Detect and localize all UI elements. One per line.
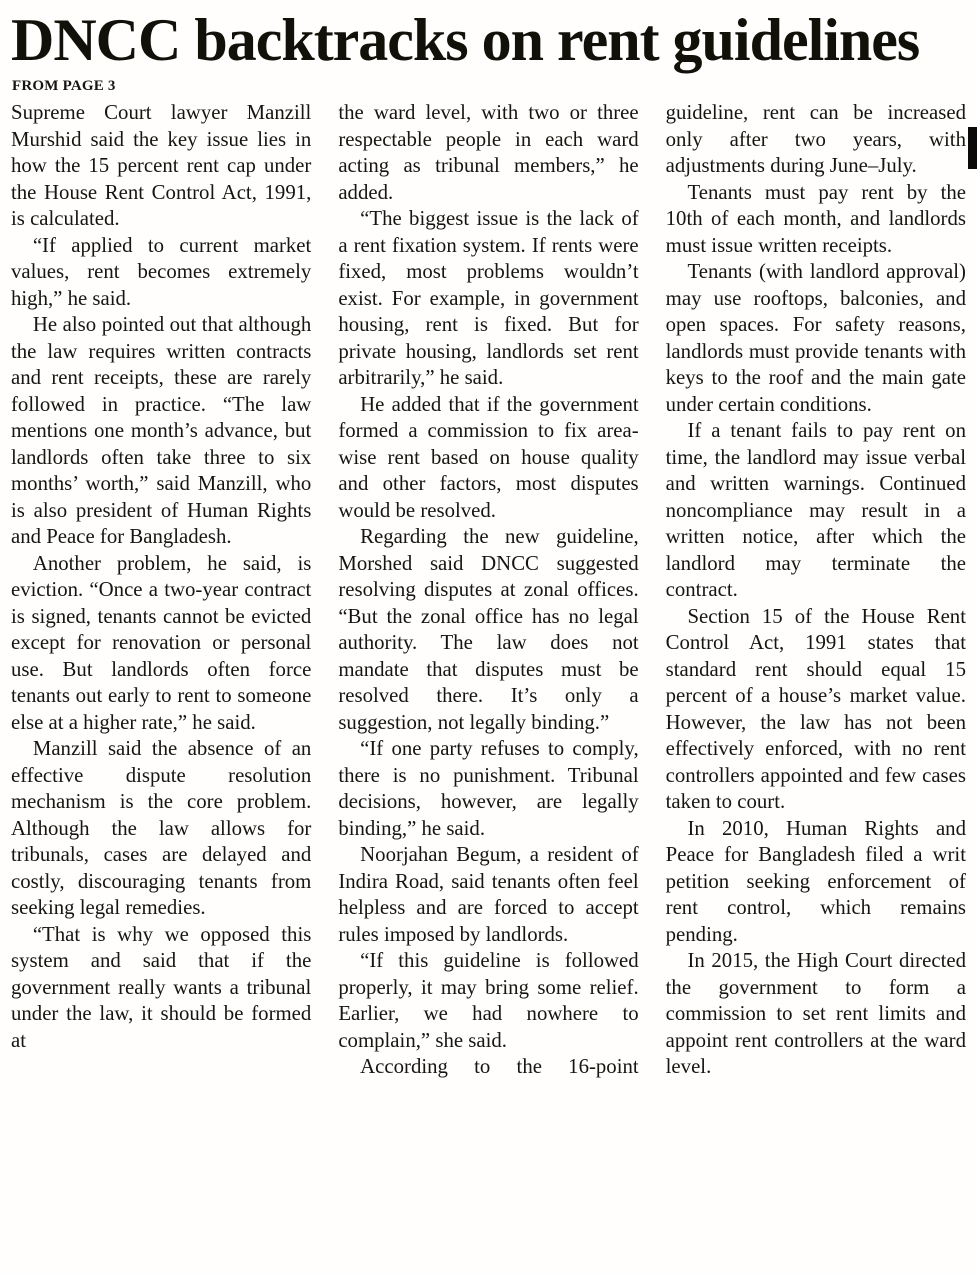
article-body: [11, 100, 966, 1081]
paragraph: Manzill said the absence of an effective dispute resolution mechanism is the core problem. Although the law allows for tribunals, cases are delayed and costly, discouraging tenants from seeking legal remedies.: [11, 737, 312, 920]
paragraph: Supreme Court lawyer Manzill Murshid said the key issue lies in how the 15 percent rent cap under the House Rent Control Act, 1991, is calculated.: [11, 101, 312, 231]
paragraph: According to the 16-point: [360, 1055, 639, 1079]
paragraph: “If applied to current market values, rent becomes extremely high,” he said.: [11, 233, 312, 310]
paragraph: In 2010, Human Rights and Peace for Bangladesh filed a writ petition seeking enforcement of rent control, which remains pending.: [665, 816, 966, 946]
paragraph: In 2015, the High Court directed the government to form a commission to set rent limits and appoint rent controllers at the ward level.: [665, 949, 966, 1079]
paragraph: “If one party refuses to comply, there is no punishment. Tribunal decisions, however, are legally binding,” he said.: [338, 737, 639, 840]
article-column-3: [666, 100, 966, 1081]
paragraph: Another problem, he said, is eviction. “Once a two-year contract is signed, tenants cannot be evicted except for renovation or personal use. But landlords often force tenants out early to rent to someone else at a higher rate,” he said.: [11, 551, 312, 734]
paragraph: Regarding the new guideline, Morshed said DNCC suggested resolving disputes at zonal offices. “But the zonal office has no legal authority. The law does not mandate that disputes must be resolved there. It’s only a suggestion, not legally binding.”: [338, 525, 639, 734]
paragraph: “That is why we opposed this system and said that if the government really wants a tribunal under the law, it should be formed at: [11, 922, 312, 1052]
paragraph: “If this guideline is followed properly, it may bring some relief. Earlier, we had nowhere to complain,” she said.: [338, 949, 639, 1052]
continuation-kicker: FROM PAGE 3: [12, 78, 116, 95]
paragraph: If a tenant fails to pay rent on time, the landlord may issue verbal and written warnings. Continued noncompliance may result in a written notice, after which the landlord may terminate the contract.: [665, 419, 966, 602]
paragraph: “The biggest issue is the lack of a rent fixation system. If rents were fixed, most problems wouldn’t exist. For example, in government housing, rent is fixed. But for private housing, landlords set rent arbitrarily,” he said.: [338, 207, 639, 390]
paragraph: Section 15 of the House Rent Control Act, 1991 states that standard rent should equal 15 percent of a house’s market value. However, the law has not been effectively enforced, with no rent controllers appointed and few cases taken to court.: [665, 604, 966, 814]
paragraph: He also pointed out that although the law requires written contracts and rent receipts, these are rarely followed in practice. “The law mentions one month’s advance, but landlords often take three to six months’ worth,” said Manzill, who is also president of Human Rights and Peace for Bangladesh.: [11, 313, 312, 549]
article-column-2: [338, 100, 638, 1081]
paragraph: Tenants must pay rent by the 10th of each month, and landlords must issue written receipts.: [665, 180, 966, 257]
paragraph: guideline, rent can be increased only after two years, with adjustments during June–July.: [665, 101, 966, 178]
paragraph: Tenants (with landlord approval) may use rooftops, balconies, and open spaces. For safety reasons, landlords must provide tenants with keys to the roof and the main gate under certain conditions.: [665, 260, 966, 416]
article-headline: DNCC backtracks on rent guidelines: [11, 7, 920, 73]
paragraph: the ward level, with two or three respectable people in each ward acting as tribunal members,” he added.: [338, 101, 639, 204]
article-column-1: [11, 100, 311, 1081]
paragraph: Noorjahan Begum, a resident of Indira Road, said tenants often feel helpless and are forced to accept rules imposed by landlords.: [338, 843, 639, 946]
scan-edge-artifact: [968, 127, 977, 169]
paragraph: He added that if the government formed a commission to fix area-wise rent based on house quality and other factors, most disputes would be resolved.: [338, 392, 639, 522]
